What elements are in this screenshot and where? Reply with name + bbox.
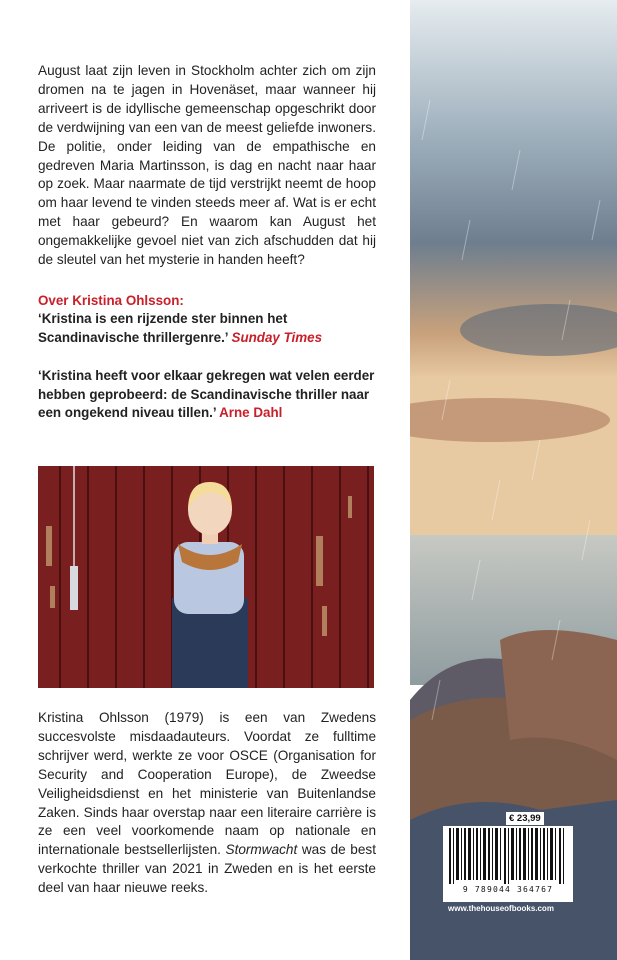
bio-part-1: Kristina Ohlsson (1979) is een van Zwedens succesvolste misdaadauteurs. Voordat ze fulltime schrijver werd, werkte ze voor OSCE (Organisation for Security and Cooperation Europe), de Zweedse Veiligheidsdienst en het ministerie van Buitenlandse Zaken. Sinds haar overstap naar een literaire carrière is ze een veel voorkomende naam op nationale en internationale bestsellerlijsten. — [38, 710, 376, 858]
publisher-website: www.thehouseofbooks.com — [448, 904, 554, 913]
quote-2-source: Arne Dahl — [219, 405, 283, 420]
quote-2 — [38, 367, 376, 422]
about-author-section — [38, 292, 376, 422]
bio-part-2: was de best verkochte thriller van 2021 in Zweden en is het eerste deel van haar nieuwe reeks. — [38, 842, 376, 896]
bio-book-title: Stormwacht — [225, 842, 298, 858]
blurb-paragraph: August laat zijn leven in Stockholm achter zich om zijn dromen na te jagen in Hovenäset, maar wanneer hij arriveert is de idyllische gemeenschap opgeschrikt door de verdwijning van een van de meest geliefde inwoners. De politie, onder leiding van de empathische en gedreven Maria Martinsson, is dag en nacht naar haar op zoek. Maar naarmate de tijd verstrijkt neemt de hoop om haar levend te vinden steeds meer af. Wat is er echt met haar gebeurd? En waarom kan August het ongemakkelijke gevoel niet van zich afschudden dat hij de sleutel van het mysterie in handen heeft? — [38, 63, 376, 268]
price-label: € 23,99 — [506, 812, 544, 825]
isbn-number: 9 789044 364767 — [447, 885, 569, 894]
back-cover-text — [38, 62, 376, 422]
quote-1-source: Sunday Times — [231, 329, 323, 345]
author-bio — [38, 709, 376, 898]
about-heading: Over Kristina Ohlsson: — [38, 292, 184, 308]
quote-1 — [38, 310, 376, 347]
author-photo — [38, 466, 374, 688]
barcode-bars — [443, 826, 573, 884]
quote-1-text: ‘Kristina is een rijzende ster binnen het Scandinavische thrillergenre.’ — [38, 311, 288, 345]
quote-2-text: ‘Kristina heeft voor elkaar gekregen wat velen eerder hebben geprobeerd: de Scandinavische thriller naar een ongekend niveau tillen.’ — [38, 368, 375, 420]
author-photo-illustration — [38, 466, 374, 688]
